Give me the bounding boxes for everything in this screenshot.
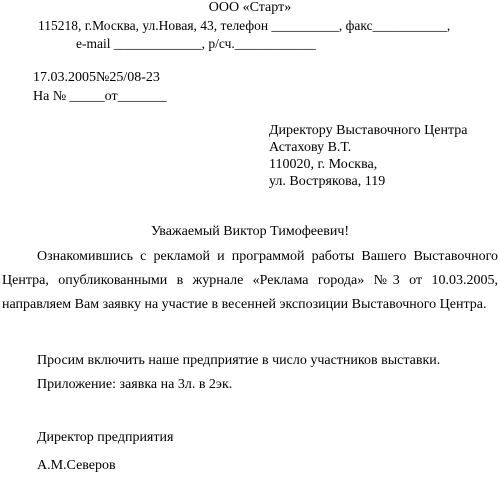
- body-paragraph-request: Просим включить наше предприятие в число участников выставки.: [37, 353, 441, 368]
- organization-name: ООО «Старт»: [208, 0, 292, 15]
- signature-name: А.М.Северов: [37, 458, 116, 473]
- organization-address-line1: 115218, г.Москва, ул.Новая, 43, телефон __________, факс___________,: [38, 18, 451, 33]
- attachment-note: Приложение: заявка на 3л. в 2эк.: [37, 377, 233, 392]
- reply-reference: На № _____от_______: [33, 89, 167, 104]
- outgoing-date-number: 17.03.2005№25/08-23: [33, 70, 160, 85]
- recipient-postal-city: 110020, г. Москва,: [269, 157, 378, 172]
- body-paragraph-main: Ознакомившись с рекламой и программой работы Вашего Выставочного Центра, опубликованными в журнале «Реклама города» №3 от 10.03.2005, направляем Вам заявку на участие в весенней экспозиции Выставочного Центра.: [2, 249, 498, 312]
- greeting: Уважаемый Виктор Тимофеевич!: [150, 224, 350, 239]
- recipient-name: Астахову В.Т.: [269, 140, 352, 155]
- recipient-street: ул. Вострякова, 119: [269, 174, 386, 189]
- signature-position: Директор предприятия: [37, 430, 174, 445]
- recipient-title: Директору Выставочного Центра: [269, 123, 468, 138]
- organization-address-line2: e-mail _____________, р/сч.____________: [76, 36, 316, 51]
